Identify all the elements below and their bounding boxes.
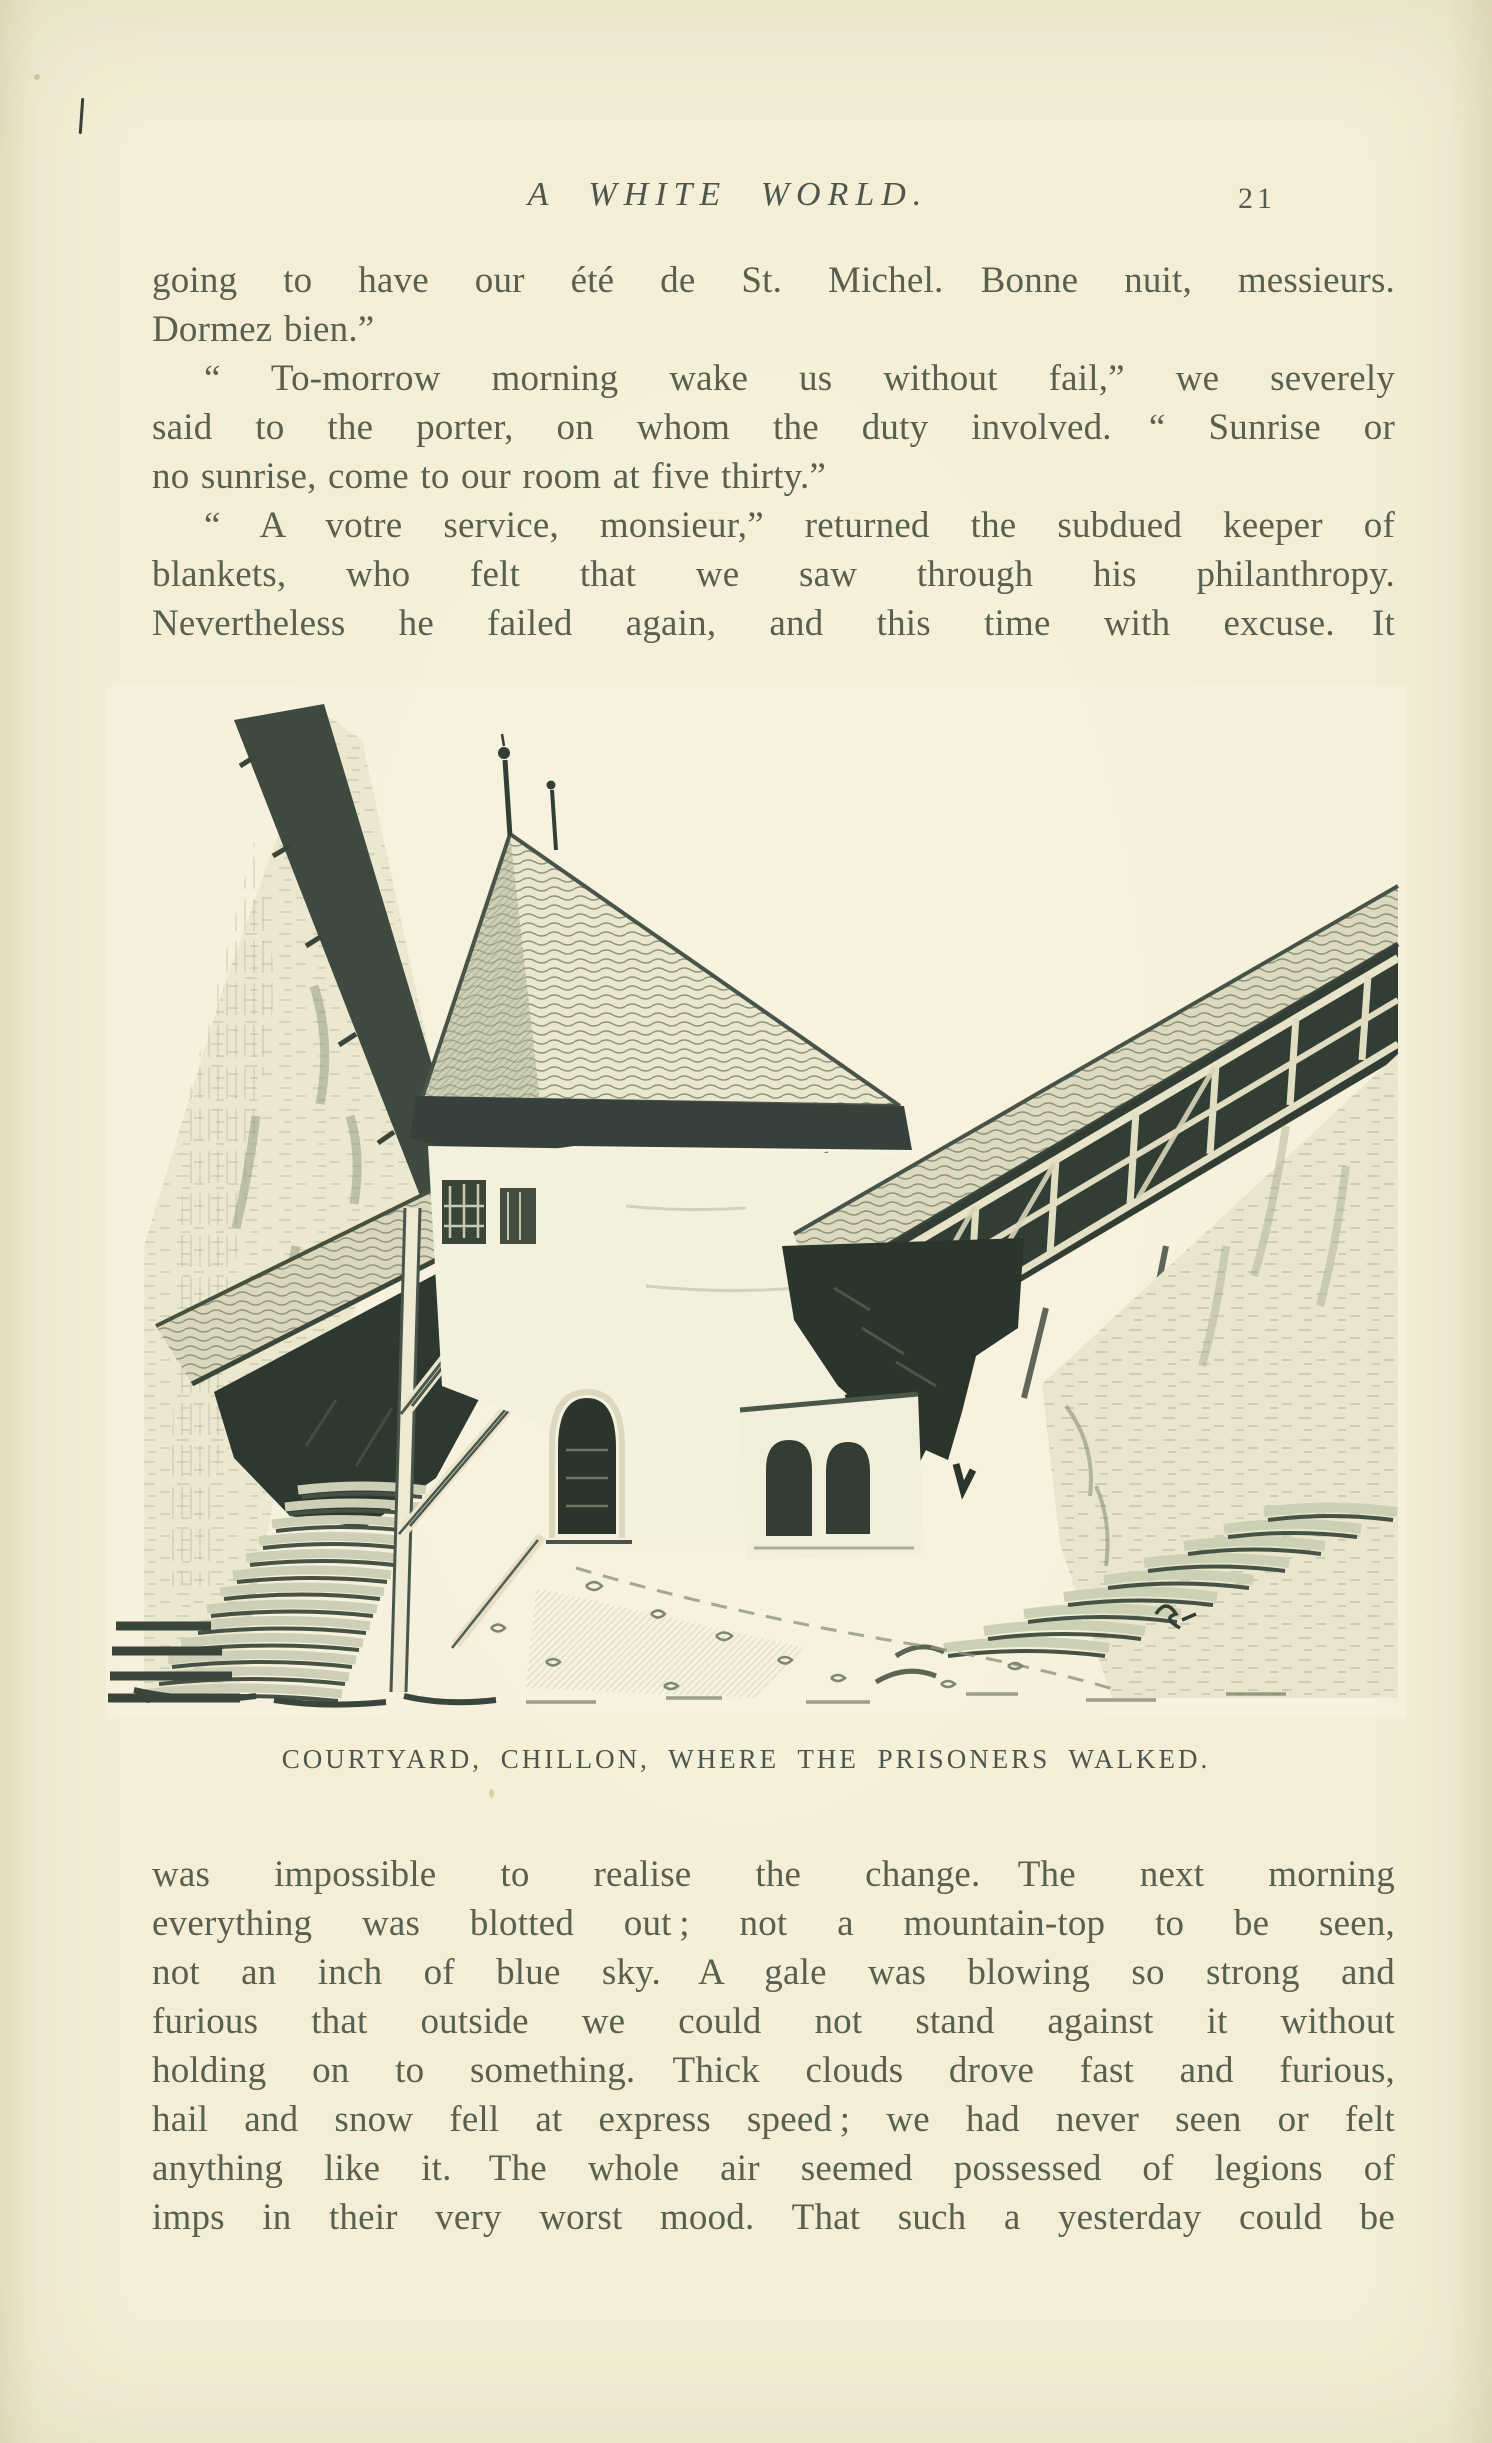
text-line: Dormez bien.” <box>152 309 375 350</box>
text-line: imps in their very worst mood. That such a yesterday could be <box>152 2197 1395 2238</box>
text-line: was impossible to realise the change. The next morning <box>152 1854 1395 1895</box>
scan-hair-artifact <box>79 98 85 134</box>
paper-speck <box>489 1789 494 1798</box>
text-line: everything was blotted out ; not a mountain-top to be seen, <box>152 1903 1395 1944</box>
text-line: blankets, who felt that we saw through his philanthropy. <box>152 554 1395 595</box>
illustration-caption: COURTYARD, CHILLON, WHERE THE PRISONERS WALKED. <box>281 1744 1211 1774</box>
text-line: said to the porter, on whom the duty involved. “ Sunrise or <box>152 407 1395 448</box>
text-line: hail and snow fell at express speed ; we had never seen or felt <box>152 2099 1395 2140</box>
page-number: 21 <box>1238 182 1276 215</box>
paper-speck <box>34 74 40 80</box>
tower-window <box>500 1188 536 1244</box>
text-line: furious that outside we could not stand against it without <box>152 2001 1395 2042</box>
text-line: “ A votre service, monsieur,” returned the subdued keeper of <box>204 505 1395 546</box>
courtyard-illustration <box>106 686 1406 1718</box>
text-line: no sunrise, come to our room at five thirty.” <box>152 456 827 497</box>
body-text-top <box>152 256 1395 648</box>
running-header-title: A WHITE WORLD. <box>527 176 929 213</box>
arched-doorway <box>558 1398 616 1534</box>
body-text-bottom <box>152 1850 1395 2242</box>
text-line: not an inch of blue sky. A gale was blowing so strong and <box>152 1952 1395 1993</box>
text-line: holding on to something. Thick clouds drove fast and furious, <box>152 2050 1395 2091</box>
text-line: anything like it. The whole air seemed possessed of legions of <box>152 2148 1395 2189</box>
text-line: going to have our été de St. Michel. Bonne nuit, messieurs. <box>152 260 1395 301</box>
annex-arches <box>740 1394 924 1560</box>
text-line: “ To-morrow morning wake us without fail,” we severely <box>204 358 1395 399</box>
text-line: Nevertheless he failed again, and this time with excuse. It <box>152 603 1395 644</box>
